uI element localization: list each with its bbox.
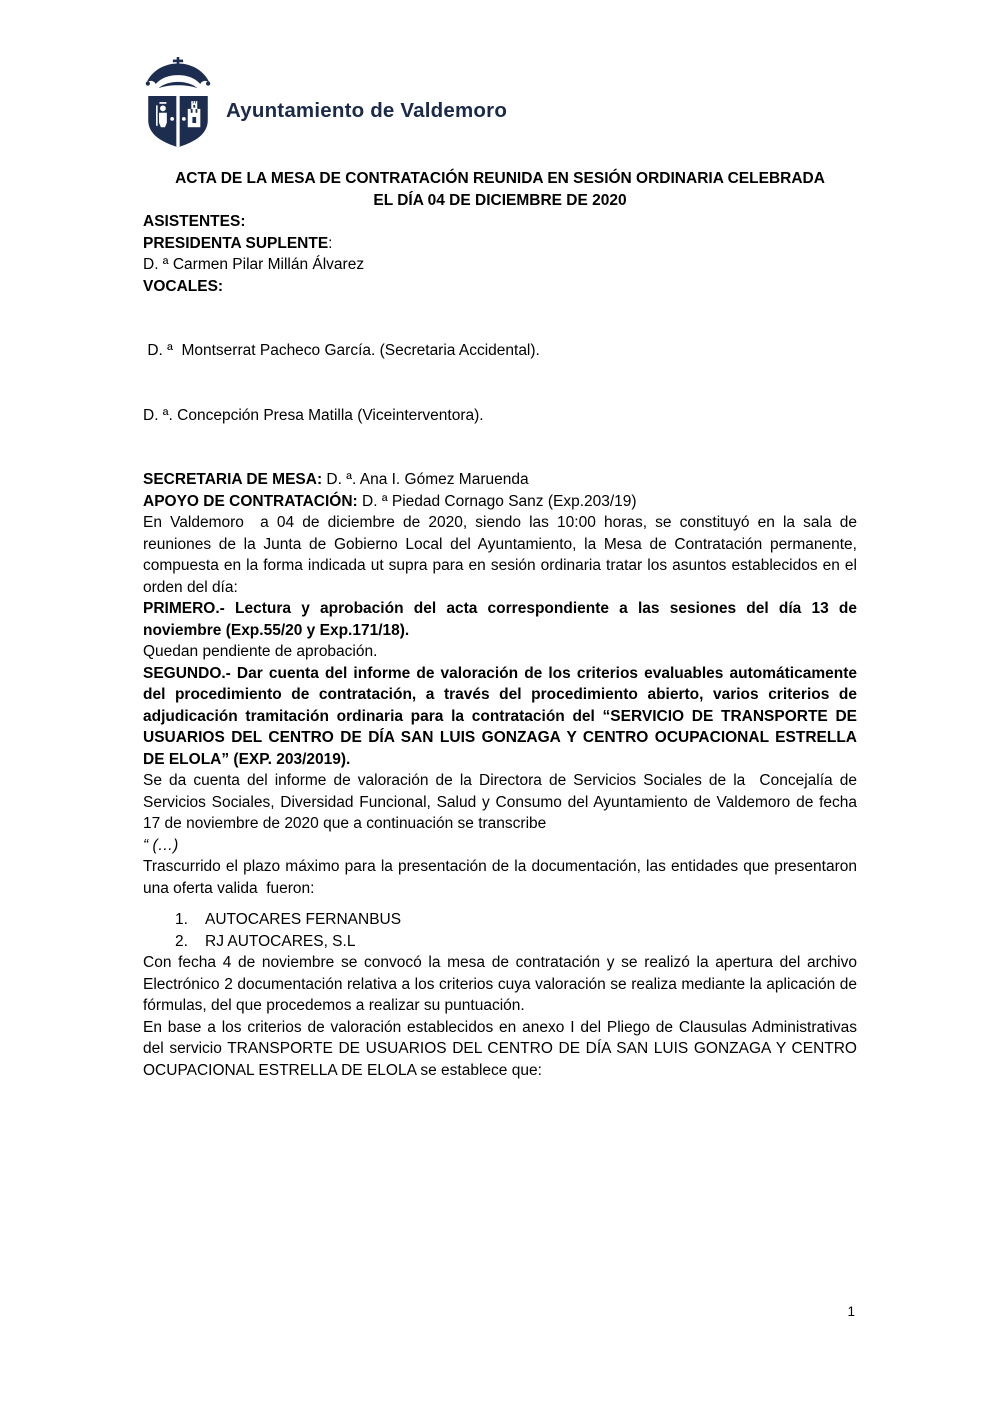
- presidenta-label: PRESIDENTA SUPLENTE: [143, 234, 329, 252]
- bidder-list: [143, 909, 857, 952]
- org-name: Ayuntamiento de Valdemoro: [226, 99, 508, 122]
- apoyo-name: D. ª Piedad Cornago Sanz (Exp.203/19): [357, 492, 637, 510]
- bidder-name: RJ AUTOCARES, S.L: [205, 932, 356, 950]
- vocal-member: D. ª. Concepción Presa Matilla (Viceinterventora).: [143, 406, 484, 424]
- bidder-number: 1.: [175, 911, 188, 928]
- bidder-item: [143, 909, 857, 931]
- valdemoro-coat-of-arms-icon: [145, 57, 211, 150]
- primero-heading: PRIMERO.- Lectura y aprobación del acta correspondiente a las sesiones del día 13 de noviembre (Exp.55/20 y Exp.171/18).: [143, 600, 862, 639]
- intro-paragraph: En Valdemoro a 04 de diciembre de 2020, siendo las 10:00 horas, se constituyó en la sala de reuniones de la Junta de Gobierno Local del Ayuntamiento, la Mesa de Contratación permanente, compuesta en la forma indicada ut supra para en sesión ordinaria tratar los asuntos establecidos en el orden del día:: [143, 514, 862, 596]
- apoyo-label: APOYO DE CONTRATACIÓN:: [143, 492, 358, 510]
- doc-title: [143, 168, 857, 211]
- section-heading-asistentes: ASISTENTES:: [143, 213, 246, 230]
- doc-title-line2: EL DÍA 04 DE DICIEMBRE DE 2020: [373, 191, 627, 209]
- segundo-heading: SEGUNDO.- Dar cuenta del informe de valoración de los criterios evaluables automáticamente del procedimiento de contratación, a través del procedimiento abierto, varios criterios de adjudicación tramitación ordinaria para la contratación del “SERVICIO DE TRANSPORTE DE USUARIOS DEL CENTRO DE DÍA SAN LUIS GONZAGA Y CENTRO OCUPACIONAL ESTRELLA DE ELOLA” (EXP. 203/2019).: [143, 664, 862, 768]
- convocatoria-paragraph: Con fecha 4 de noviembre se convocó la mesa de contratación y se realizó la apertura del archivo Electrónico 2 documentación relativa a los criterios cuya valoración se realiza mediante la aplicación de fórmulas, del que procedemos a realizar su puntuación.: [143, 954, 862, 1014]
- page-number: 1: [847, 1304, 855, 1319]
- doc-title-line1: ACTA DE LA MESA DE CONTRATACIÓN REUNIDA EN SESIÓN ORDINARIA CELEBRADA: [175, 170, 825, 187]
- secretaria-name: D. ª. Ana I. Gómez Maruenda: [322, 471, 529, 488]
- secretaria-label: SECRETARIA DE MESA:: [143, 471, 323, 488]
- bidder-item: [143, 931, 857, 953]
- document-body: [143, 168, 862, 1081]
- presidenta-heading: [143, 233, 857, 255]
- primero-text: Quedan pendiente de aprobación.: [143, 643, 378, 660]
- transcription-intro: Trascurrido el plazo máximo para la presentación de la documentación, las entidades que presentaron una oferta valida fueron:: [143, 858, 862, 897]
- quote-open: “ (…): [143, 836, 179, 854]
- vocales-list: [143, 297, 857, 469]
- presidenta-colon: :: [328, 234, 333, 252]
- bidder-name: AUTOCARES FERNANBUS: [205, 911, 402, 928]
- apoyo-line: [143, 491, 857, 513]
- vocales-heading: VOCALES:: [143, 277, 224, 295]
- bidder-number: 2.: [175, 932, 188, 950]
- criterios-paragraph: En base a los criterios de valoración establecidos en anexo I del Pliego de Clausulas Administrativas del servicio TRANSPORTE DE USUARIOS DEL CENTRO DE DÍA SAN LUIS GONZAGA Y CENTRO OCUPACIONAL ESTRELLA DE ELOLA se establece que:: [143, 1018, 862, 1079]
- vocal-member: D. ª Montserrat Pacheco García. (Secretaria Accidental).: [143, 342, 540, 359]
- segundo-text: Se da cuenta del informe de valoración de la Directora de Servicios Sociales de la Concejalía de Servicios Sociales, Diversidad Funcional, Salud y Consumo del Ayuntamiento de Valdemoro de fecha 17 de noviembre de 2020 que a continuación se transcribe: [143, 772, 862, 832]
- secretaria-line: [143, 469, 857, 491]
- presidenta-name: D. ª Carmen Pilar Millán Álvarez: [143, 256, 365, 273]
- brand-header: [145, 0, 1000, 150]
